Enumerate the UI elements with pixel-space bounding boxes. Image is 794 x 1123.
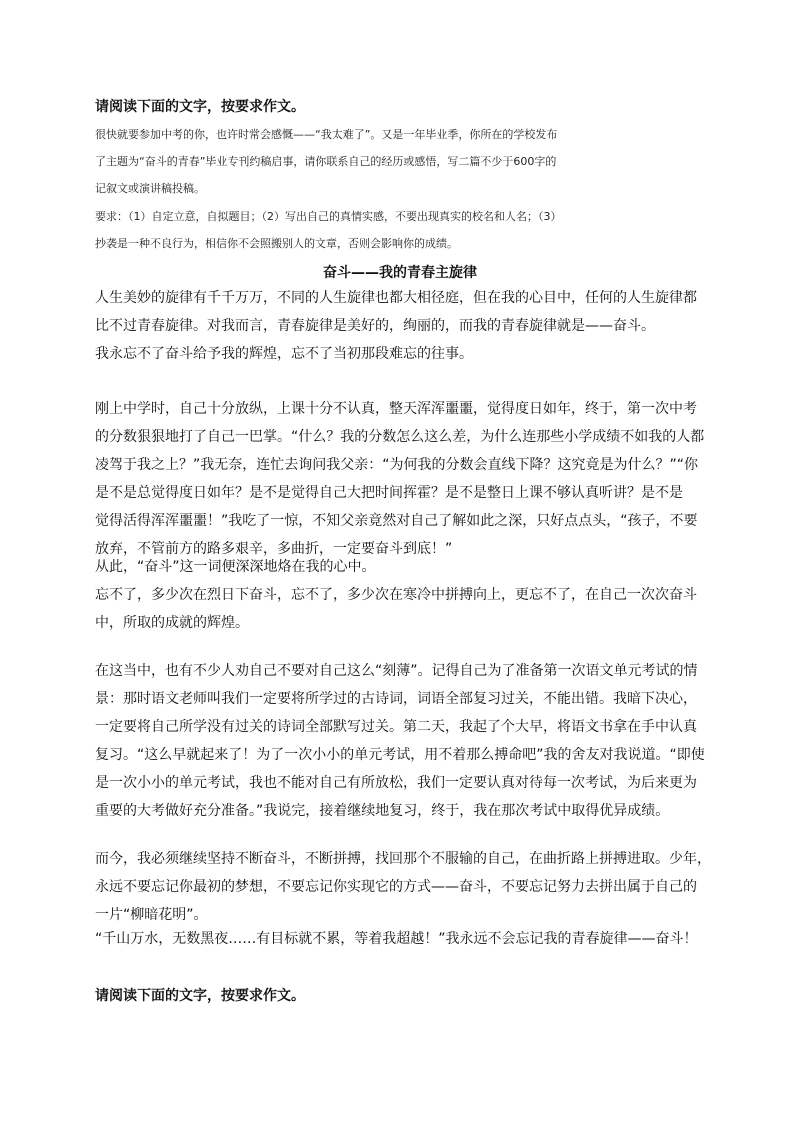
instruction-heading: 请阅读下面的文字，按要求作文。 [95, 99, 305, 115]
requirements-line: 要求：（1）自定立意，自拟题目；（2）写出自己的真情实感，不要出现真实的校名和人名；（3） [95, 210, 562, 223]
essay-line: 刚上中学时，自己十分放纵，上课十分不认真，整天浑浑噩噩，觉得度日如年，终于，第一次中考 [95, 401, 697, 417]
essay-line: 在这当中，也有不少人劝自己不要对自己这么“刻薄”。记得自己为了准备第一次语文单元考试的情 [95, 663, 698, 679]
essay-line: “千山万水，无数黑夜……有目标就不累，等着我超越！”我永远不会忘记我的青春旋律——奋斗！ [95, 931, 698, 947]
essay-line: 放弃，不管前方的路多艰辛，多曲折，一定要奋斗到底！” [95, 541, 453, 557]
prompt-line: 很快就要参加中考的你，也许时常会感慨——“我太难了”。又是一年毕业季，你所在的学校发布 [95, 128, 558, 141]
essay-line: 人生美妙的旋律有千千万万，不同的人生旋律也都大相径庭，但在我的心目中，任何的人生旋律都 [95, 290, 697, 306]
essay-line: 是不是总觉得度日如年？是不是觉得自己大把时间挥霍？是不是整日上课不够认真听讲？是不是 [95, 485, 683, 501]
essay-line: 重要的大考做好充分准备。”我说完，接着继续地复习，终于，我在那次考试中取得优异成绩。 [95, 803, 670, 819]
essay-line: 觉得活得浑浑噩噩！”我吃了一惊，不知父亲竟然对自己了解如此之深，只好点点头，“孩子，不要 [95, 513, 698, 529]
essay-line: 凌驾于我之上？”我无奈，连忙去询问我父亲：“为何我的分数会直线下降？这究竟是为什么？”“你 [95, 457, 699, 473]
essay-line: 从此，“奋斗”这一词便深深地烙在我的心中。 [95, 559, 376, 575]
essay-line: 一片“柳暗花明”。 [95, 907, 208, 923]
essay-line: 我永忘不了奋斗给予我的辉煌，忘不了当初那段难忘的往事。 [95, 346, 473, 362]
essay-line: 中，所取的成就的辉煌。 [95, 615, 249, 631]
instruction-heading-footer: 请阅读下面的文字，按要求作文。 [95, 988, 305, 1004]
prompt-line: 记叙文或演讲稿投稿。 [95, 182, 205, 195]
essay-line: 复习。“这么早就起来了！为了一次小小的单元考试，用不着那么搏命吧”我的舍友对我说道。“即使 [95, 747, 705, 763]
essay-line: 景：那时语文老师叫我们一定要将所学过的古诗词，词语全部复习过关，不能出错。我暗下决心， [95, 691, 697, 707]
essay-line: 一定要将自己所学没有过关的诗词全部默写过关。第二天，我起了个大早，将语文书拿在手中认真 [95, 719, 697, 735]
prompt-line: 了主题为“奋斗的青春”毕业专刊约稿启事，请你联系自己的经历或感悟，写二篇不少于600字的 [95, 155, 557, 168]
essay-line: 而今，我必须继续坚持不断奋斗，不断拼搏，找回那个不服输的自己，在曲折路上拼搏进取。少年， [95, 851, 711, 867]
essay-line: 忘不了，多少次在烈日下奋斗，忘不了，多少次在寒冷中拼搏向上，更忘不了，在自己一次次奋斗 [95, 587, 697, 603]
essay-title: 奋斗——我的青春主旋律 [323, 265, 477, 281]
essay-line: 永远不要忘记你最初的梦想，不要忘记你实现它的方式——奋斗，不要忘记努力去拼出属于自己的 [95, 879, 697, 895]
essay-line: 是一次小小的单元考试，我也不能对自己有所放松，我们一定要认真对待每一次考试，为后来更为 [95, 775, 697, 791]
requirements-line: 抄袭是一种不良行为，相信你不会照搬别人的文章，否则会影响你的成绩。 [95, 237, 458, 250]
essay-line: 的分数狠狠地打了自己一巴掌。“什么？我的分数怎么这么差，为什么连那些小学成绩不如我的人都 [95, 429, 705, 445]
essay-line: 比不过青春旋律。对我而言，青春旋律是美好的，绚丽的，而我的青春旋律就是——奋斗。 [95, 318, 655, 334]
